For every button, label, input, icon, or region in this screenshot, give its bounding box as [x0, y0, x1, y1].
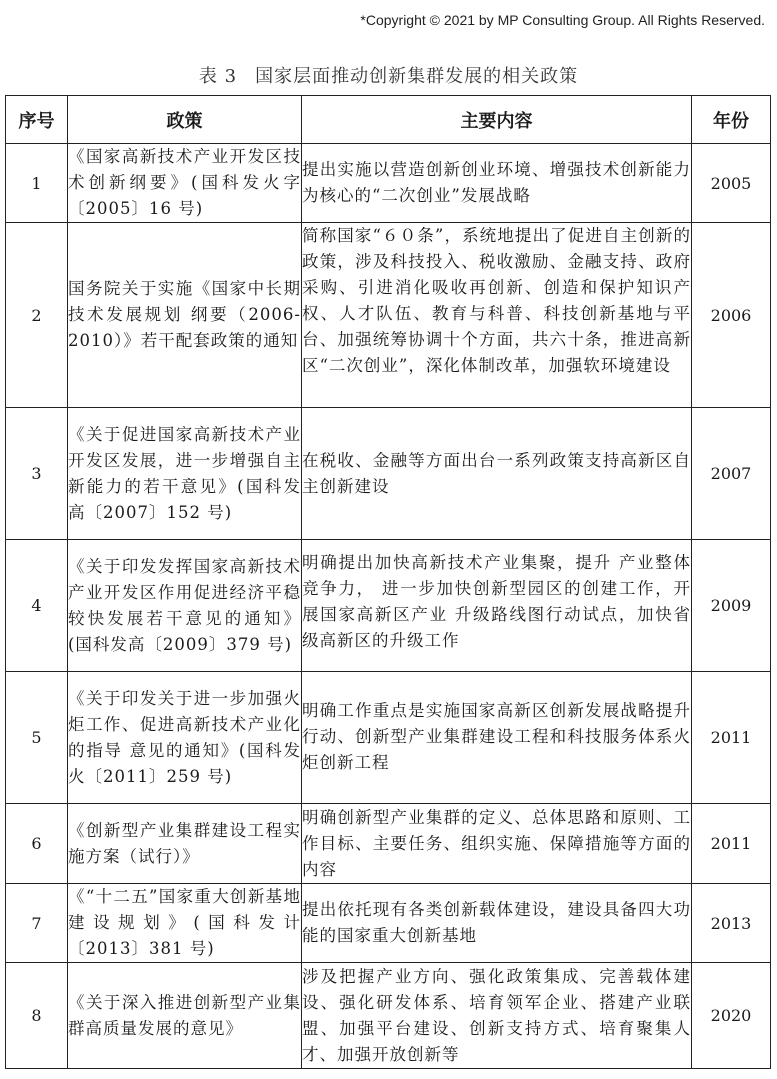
- header-policy: 政策: [68, 96, 302, 144]
- policy-content: 提出依托现有各类创新载体建设，建设具备四大功能的国家重大创新基地: [302, 884, 692, 963]
- row-number: 1: [6, 144, 68, 223]
- table-title: 国家层面推动创新集群发展的相关政策: [255, 66, 579, 87]
- policy-name: 《创新型产业集群建设工程实施方案（试行）》: [68, 804, 302, 884]
- policy-name: 《国家高新技术产业开发区技术创新纲要》(国科发火字〔2005〕16 号): [68, 144, 302, 223]
- row-number: 8: [6, 963, 68, 1069]
- policy-year: 2007: [692, 408, 771, 540]
- policy-year: 2020: [692, 963, 771, 1069]
- row-number: 4: [6, 540, 68, 672]
- policy-year: 2006: [692, 223, 771, 408]
- policy-year: 2009: [692, 540, 771, 672]
- table-row: [6, 540, 771, 672]
- policy-name: 《关于促进国家高新技术产业开发区发展，进一步增强自主新能力的若干意见》(国科发高〔2007〕152 号): [68, 408, 302, 540]
- table-header-row: [6, 96, 771, 144]
- row-number: 6: [6, 804, 68, 884]
- table-row: [6, 884, 771, 963]
- table-row: [6, 144, 771, 223]
- header-year: 年份: [692, 96, 771, 144]
- policy-content: 简称国家“６０条”，系统地提出了促进自主创新的政策，涉及科技投入、税收激励、金融支持、政府采购、引进消化吸收再创新、创造和保护知识产权、人才队伍、教育与科普、科技创新基地与平台、加强统筹协调十个方面，共六十条，推进高新区“二次创业”，深化体制改革，加强软环境建设: [302, 223, 692, 408]
- copyright-notice: *Copyright © 2021 by MP Consulting Group. All Rights Reserved.: [360, 12, 765, 28]
- policy-name: 《关于印发关于进一步加强火炬工作、促进高新技术产业化的指导 意见的通知》(国科发火〔2011〕259 号): [68, 672, 302, 804]
- row-number: 2: [6, 223, 68, 408]
- table-row: [6, 963, 771, 1069]
- policy-content: 涉及把握产业方向、强化政策集成、完善载体建设、强化研发体系、培育领军企业、搭建产业联盟、加强平台建设、创新支持方式、培育聚集人才、加强开放创新等: [302, 963, 692, 1069]
- policy-content: 明确创新型产业集群的定义、总体思路和原则、工作目标、主要任务、组织实施、保障措施等方面的内容: [302, 804, 692, 884]
- policy-year: 2013: [692, 884, 771, 963]
- table-row: [6, 223, 771, 408]
- policy-content: 明确提出加快高新技术产业集聚，提升 产业整体竞争力， 进一步加快创新型园区的创建工作，开展国家高新区产业 升级路线图行动试点，加快省级高新区的升级工作: [302, 540, 692, 672]
- policy-content: 明确工作重点是实施国家高新区创新发展战略提升行动、创新型产业集群建设工程和科技服务体系火炬创新工程: [302, 672, 692, 804]
- policy-content: 在税收、金融等方面出台一系列政策支持高新区自主创新建设: [302, 408, 692, 540]
- row-number: 5: [6, 672, 68, 804]
- policy-year: 2011: [692, 672, 771, 804]
- table-row: [6, 804, 771, 884]
- row-number: 3: [6, 408, 68, 540]
- policy-table: [5, 95, 771, 1069]
- header-no: 序号: [6, 96, 68, 144]
- policy-name: 《关于深入推进创新型产业集群高质量发展的意见》: [68, 963, 302, 1069]
- policy-name: 《关于印发发挥国家高新技术产业开发区作用促进经济平稳较快发展若干意见的通知》(国科发高〔2009〕379 号): [68, 540, 302, 672]
- policy-name: 国务院关于实施《国家中长期技术发展规划 纲要（2006-2010）》若干配套政策的通知: [68, 223, 302, 408]
- table-row: [6, 672, 771, 804]
- policy-name: 《“十二五”国家重大创新基地建设规划》(国科发计〔2013〕381 号): [68, 884, 302, 963]
- table-number: 表 3: [198, 66, 238, 87]
- table-row: [6, 408, 771, 540]
- header-content: 主要内容: [302, 96, 692, 144]
- policy-content: 提出实施以营造创新创业环境、增强技术创新能力为核心的“二次创业”发展战略: [302, 144, 692, 223]
- table-caption: [0, 62, 777, 88]
- row-number: 7: [6, 884, 68, 963]
- policy-year: 2005: [692, 144, 771, 223]
- policy-year: 2011: [692, 804, 771, 884]
